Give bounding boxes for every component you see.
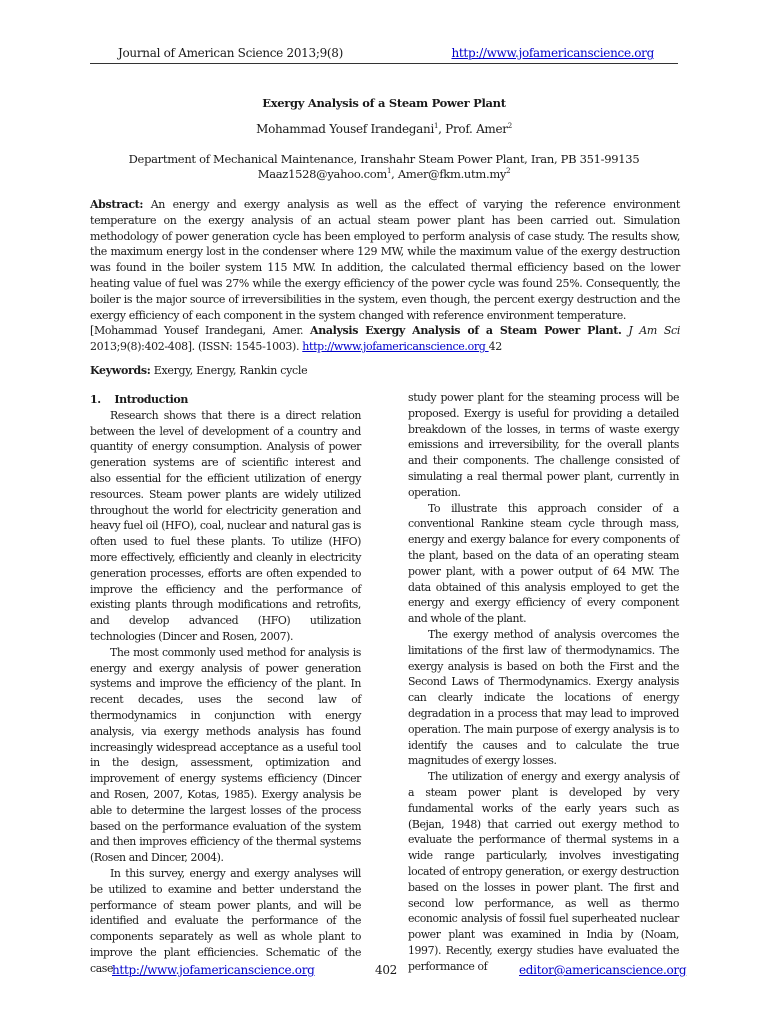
- author-name-1: Mohammad Yousef Irandegani: [256, 122, 434, 136]
- author-emails: [0, 167, 768, 182]
- body-paragraph: The most commonly used method for analysis is energy and exergy analysis of power generation systems and improve the efficiency of the plant. In recent decades, uses the second law of thermodynamics in conjunction with energy analysis, via exergy methods analysis has found increasingly widespread acceptance as a useful tool in the design, assessment, optimization and improvement of energy systems efficiency (Dincer and Rosen, 2007, Kotas, 1985). Exergy analysis be able to determine the largest losses of the process based on the performance evaluation of the system and then improves efficiency of the thermal systems (Rosen and Dincer, 2004).: [90, 645, 361, 865]
- abstract: [90, 197, 680, 355]
- author-affil-mark-2: 2: [507, 122, 512, 130]
- header-rule: [90, 63, 678, 64]
- right-column: [408, 390, 679, 974]
- citation-details: 2013;9(8):402-408]. (ISSN: 1545-1003).: [90, 340, 303, 354]
- abstract-body: [90, 197, 680, 323]
- citation: [90, 323, 680, 355]
- email-affil-mark-1: 1: [386, 167, 392, 176]
- header-journal-link[interactable]: http://www.jofamericanscience.org: [451, 46, 654, 60]
- author-list: [0, 122, 768, 136]
- keywords-text: Exergy, Energy, Rankin cycle: [150, 364, 308, 377]
- body-paragraph: The exergy method of analysis overcomes the limitations of the first law of thermodynamics. The exergy analysis is based on both the First and the Second Laws of Thermodynamics. Exergy analysis can clearly indicate the locations of energy degradation in a process that may lead to improved operation. The main purpose of exergy analysis is to identify the causes and to calculate the true magnitudes of exergy losses.: [408, 627, 679, 768]
- keywords: [90, 364, 307, 377]
- email-1: Maaz1528@yahoo.com: [257, 167, 387, 181]
- email-2: , Amer@fkm.utm.my: [391, 167, 507, 181]
- abstract-text: An energy and exergy analysis as well as the effect of varying the reference environment temperature on the exergy analysis of an actual steam power plant has been carried out. Simulation methodology of power generation cycle has been employed to perform analysis of case study. The results show, the maximum energy lost in the condenser where 129 MW, while the maximum value of the exergy destruction was found in the boiler system 115 MW. In addition, the calculated thermal efficiency based on the lower heating value of fuel was 27% while the exergy efficiency of the power cycle was found 25%. Consequently, the boiler is the major source of irreversibilities in the system, even though, the percent exergy destruction and the exergy efficiency of each component in the system changed with reference environment temperature.: [90, 198, 680, 322]
- citation-authors: [Mohammad Yousef Irandegani, Amer.: [90, 324, 311, 338]
- affiliation: [0, 152, 768, 182]
- footer-journal-link[interactable]: http://www.jofamericanscience.org: [112, 963, 315, 977]
- abstract-label: Abstract:: [90, 198, 144, 211]
- body-paragraph: Research shows that there is a direct relation between the level of development of a country and quantity of energy consumption. Analysis of power generation systems are of scientific interest and also essential for the efficient utilization of energy resources. Steam power plants are widely utilized throughout the world for electricity generation and heavy fuel oil (HFO), coal, nuclear and natural gas is often used to fuel these plants. To utilize (HFO) more effectively, efficiently and cleanly in electricity generation processes, efforts are often expended to improve the efficiency and the performance of existing plants through modifications and retrofits, and develop advanced (HFO) utilization technologies (Dincer and Rosen, 2007).: [90, 408, 361, 643]
- citation-link[interactable]: http://www.jofamericanscience.org: [302, 340, 489, 354]
- body-paragraph: In this survey, energy and exergy analyses will be utilized to examine and better understand the performance of steam power plants, and will be identified and evaluate the performance of the components separately as well as whole plant to improve the plant efficiencies. Schematic of the case: [90, 866, 361, 975]
- author-affil-mark-1: 1: [434, 122, 439, 130]
- keywords-label: Keywords:: [90, 364, 151, 377]
- author-name-2: , Prof. Amer: [438, 122, 508, 136]
- page-number: 402: [375, 963, 398, 977]
- body-paragraph: To illustrate this approach consider of a conventional Rankine steam cycle through mass, energy and exergy balance for every components of the plant, based on the data of an operating steam power plant, with a power output of 64 MW. The data obtained of this analysis employed to get the energy and exergy efficiency of every component and whole of the plant.: [408, 501, 679, 626]
- footer-editor-email-link[interactable]: editor@americanscience.org: [519, 963, 687, 977]
- affiliation-line: Department of Mechanical Maintenance, Iranshahr Steam Power Plant, Iran, PB 351-99135: [128, 152, 640, 166]
- paper-title: Exergy Analysis of a Steam Power Plant: [262, 96, 506, 110]
- body-paragraph: study power plant for the steaming process will be proposed. Exergy is useful for providing a detailed breakdown of the losses, in terms of waste exergy emissions and irreversibility, for the overall plants and their components. The challenge consisted of simulating a real thermal power plant, currently in operation.: [408, 391, 679, 499]
- citation-journal: J Am Sci: [621, 324, 680, 338]
- email-affil-mark-2: 2: [506, 167, 511, 176]
- journal-header: Journal of American Science 2013;9(8): [118, 46, 344, 60]
- section-heading-introduction: 1. Introduction: [90, 393, 188, 406]
- citation-title: Analysis Exergy Analysis of a Steam Power Plant.: [310, 324, 622, 338]
- left-column: [90, 392, 361, 976]
- body-paragraph: The utilization of energy and exergy analysis of a steam power plant is developed by very fundamental works of the early years such as (Bejan, 1948) that carried out exergy method to evaluate the performance of thermal systems in a wide range particularly, involves investigating located of entropy generation, or exergy destruction based on the losses in power plant. The first and second low performance, as well as thermo economic analysis of fossil fuel superheated nuclear power plant was examined in India by (Noam, 1997). Recently, exergy studies have evaluated the performance of: [408, 770, 679, 973]
- citation-page: 42: [488, 340, 502, 354]
